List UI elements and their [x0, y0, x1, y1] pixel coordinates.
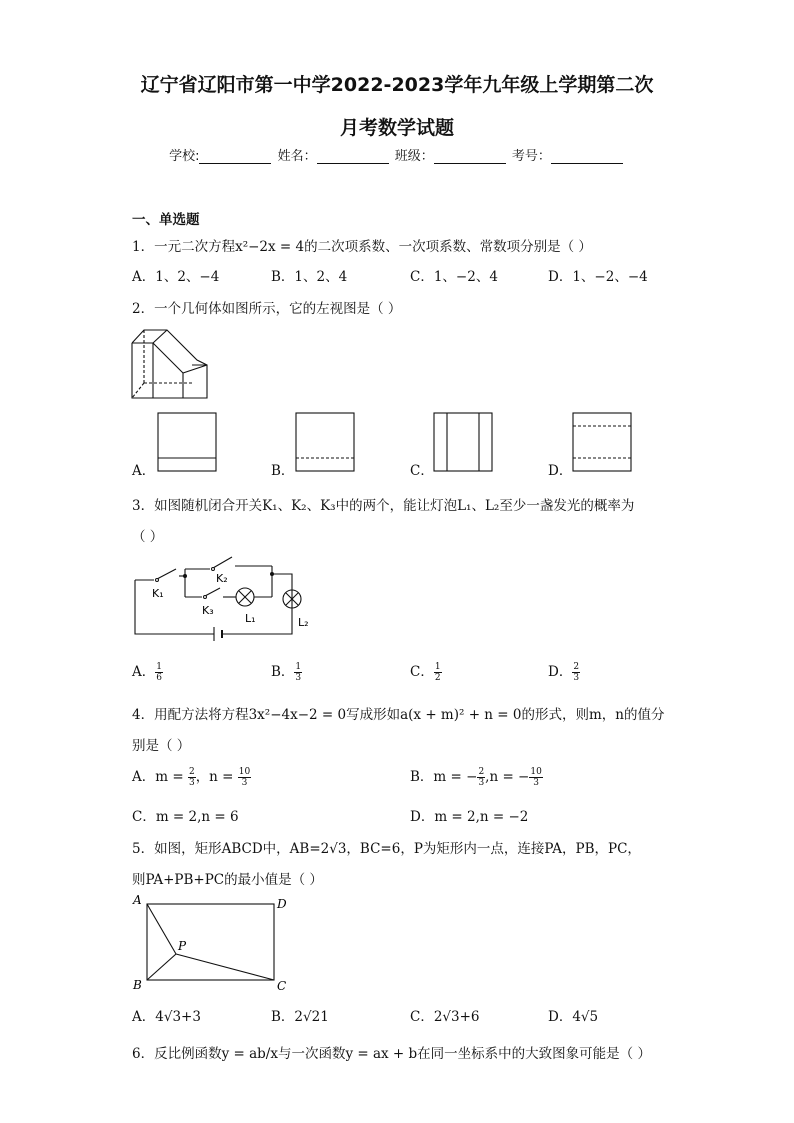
q2-option-d: D． — [548, 463, 573, 479]
school-blank — [199, 151, 271, 164]
q1-option-c: C．1、−2、4 — [410, 269, 498, 285]
q1-option-d: D．1、−2、−4 — [548, 269, 648, 285]
q6-stem: 6．反比例函数y = ab/x与一次函数y = ax + b在同一坐标系中的大致图象可能是（ ） — [132, 1046, 651, 1062]
q5-option-d: D．4√5 — [548, 1009, 599, 1025]
q3-stem-line1: 3．如图随机闭合开关K₁、K₂、K₃中的两个，能让灯泡L₁、L₂至少一盏发光的概率为 — [132, 498, 635, 514]
q4-stem-line1: 4．用配方法将方程3x²−4x−2 = 0写成形如a(x + m)² + n = 0的形式，则m，n的值分 — [132, 707, 665, 723]
q4-option-c: C．m = 2,n = 6 — [132, 809, 239, 825]
point-c-label: C — [277, 979, 287, 992]
q4-option-a: A．m = $\frac{2}{3}$ ，n = $\frac{10}{3}$ — [132, 767, 251, 788]
number-blank — [551, 151, 623, 164]
q2-option-b: B． — [271, 463, 295, 479]
q3-option-d: D． $\frac{2}{3}$ — [548, 662, 580, 683]
q4-option-d: D．m = 2,n = −2 — [410, 809, 529, 825]
page-title-line2: 月考数学试题 — [339, 117, 454, 139]
q5-option-c: C．2√3+6 — [410, 1009, 480, 1025]
l1-label: L₁ — [245, 612, 256, 625]
name-blank — [317, 151, 389, 164]
q1-option-a: A．1、2、−4 — [132, 269, 220, 285]
class-label: 班级： — [394, 149, 434, 164]
q4-stem-line2: 别是（ ） — [132, 738, 191, 754]
q5-stem-line2: 则PA+PB+PC的最小值是（ ） — [132, 872, 323, 888]
page-title-line1: 辽宁省辽阳市第一中学2022-2023学年九年级上学期第二次 — [140, 74, 654, 96]
k3-label: K₃ — [202, 604, 214, 617]
q2-option-c: C． — [410, 463, 434, 479]
q3-option-b: B． $\frac{1}{3}$ — [271, 662, 302, 683]
q5-option-b: B．2√21 — [271, 1009, 329, 1025]
student-info-line — [0, 145, 794, 164]
class-blank — [434, 151, 506, 164]
point-p-label: P — [178, 939, 187, 953]
q2-option-a: A． — [132, 463, 156, 479]
l2-label: L₂ — [298, 616, 309, 629]
q2-solid-figure — [130, 328, 212, 400]
q1-option-b: B．1、2、4 — [271, 269, 348, 285]
q2-option-d-figure — [572, 412, 633, 473]
q3-option-c: C． $\frac{1}{2}$ — [410, 662, 441, 683]
q2-option-b-figure — [295, 412, 356, 473]
q5-rectangle-figure — [130, 892, 295, 992]
k1-label: K₁ — [152, 587, 164, 600]
point-b-label: B — [133, 978, 142, 992]
q1-stem: 1．一元二次方程x²−2x = 4的二次项系数、一次项系数、常数项分别是（ ） — [132, 239, 592, 255]
q3-circuit-diagram — [132, 552, 322, 642]
school-label: 学校: — [169, 149, 200, 164]
q4-option-b: B．m = − $\frac{2}{3}$ ,n = − $\frac{10}{3}$ — [410, 767, 542, 788]
name-label: 姓名： — [277, 149, 317, 164]
q2-stem: 2．一个几何体如图所示，它的左视图是（ ） — [132, 301, 402, 317]
q5-stem-line1: 5．如图，矩形ABCD中，AB=2√3，BC=6，P为矩形内一点，连接PA，PB，PC， — [132, 841, 641, 857]
q2-option-c-figure — [433, 412, 494, 473]
point-a-label: A — [133, 893, 142, 907]
q3-option-a: A． $\frac{1}{6}$ — [132, 662, 162, 683]
q5-option-a: A．4√3+3 — [132, 1009, 201, 1025]
section-heading: 一、单选题 — [132, 212, 200, 228]
q3-stem-line2: （ ） — [132, 529, 164, 545]
k2-label: K₂ — [216, 572, 228, 585]
number-label: 考号： — [511, 149, 551, 164]
q2-option-a-figure — [157, 412, 218, 473]
point-d-label: D — [277, 897, 287, 911]
